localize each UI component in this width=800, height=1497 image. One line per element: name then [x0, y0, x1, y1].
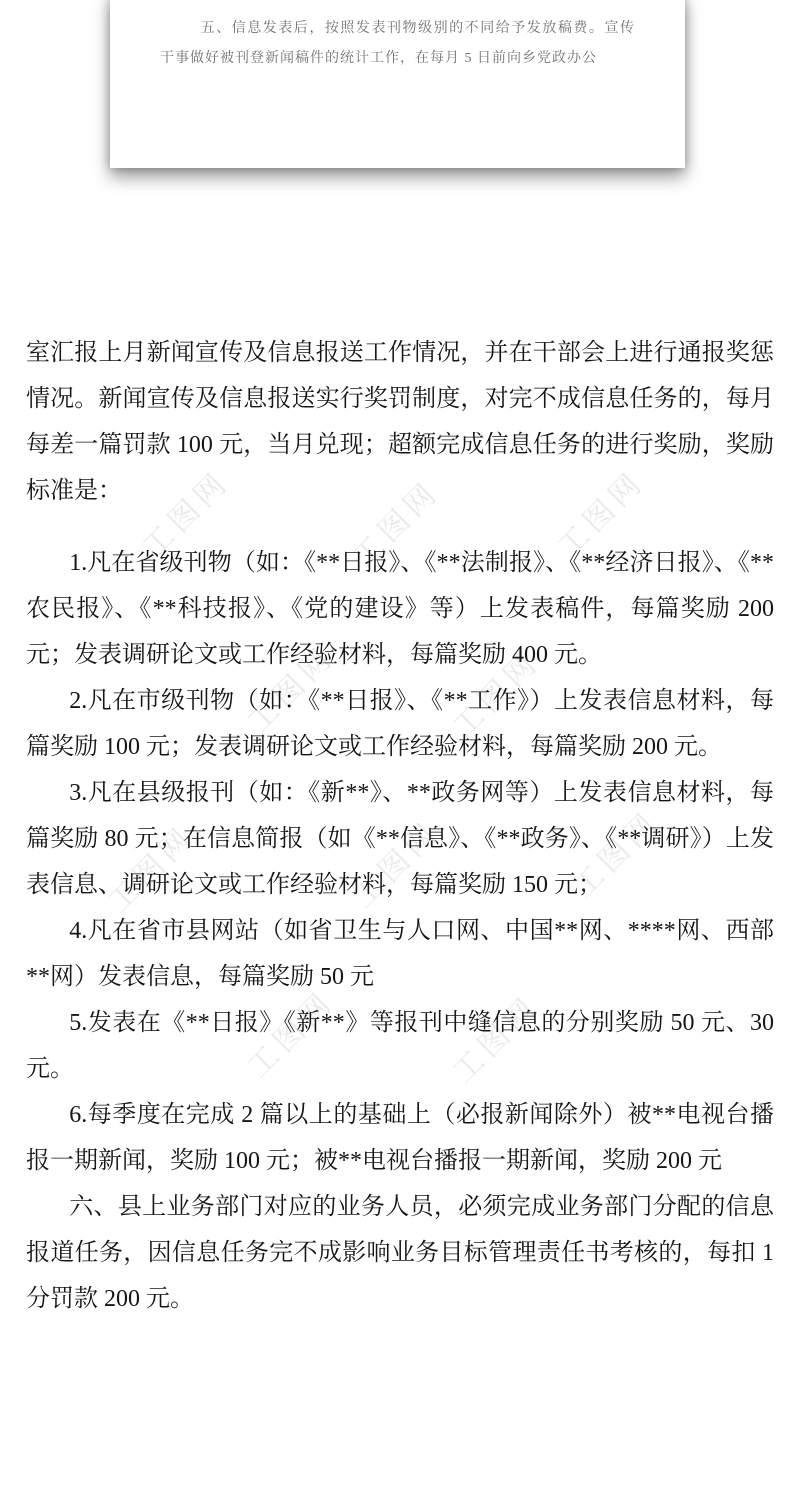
document-body: [26, 330, 774, 1322]
watermark-text: 工图网: [241, 984, 342, 1085]
watermark-text: 工图网: [241, 639, 342, 740]
paragraph-section-six: 六、县上业务部门对应的业务人员，必须完成业务部门分配的信息报道任务，因信息任务完不成影响业务目标管理责任书考核的，每扣 1 分罚款 200 元。: [26, 1194, 774, 1312]
watermark-text: 工图网: [346, 474, 447, 575]
paragraph-item-3: 3.凡在县级报刊（如：《新**》、**政务网等）上发表信息材料，每篇奖励 80 元；在信息简报（如《**信息》、《**政务》、《**调研》）上发表信息、调研论文或工作经验材料，每篇奖励 150 元；: [26, 780, 774, 898]
paragraph-item-1: 1.凡在省级刊物（如：《**日报》、《**法制报》、《**经济日报》、《**农民报》、《**科技报》、《党的建设》等）上发表稿件，每篇奖励 200 元；发表调研论文或工作经验材料，每篇奖励 400 元。: [26, 550, 774, 668]
watermark-text: 工图网: [566, 804, 667, 905]
watermark-text: 工图网: [446, 644, 547, 745]
preview-paragraph: 五、信息发表后，按照发表刊物级别的不同给予发放稿费。宣传干事做好被刊登新闻稿件的统计工作，在每月 5 日前向乡党政办公: [160, 21, 635, 66]
paragraph-item-2: 2.凡在市级刊物（如：《**日报》、《**工作》）上发表信息材料，每篇奖励 100 元；发表调研论文或工作经验材料，每篇奖励 200 元。: [26, 688, 774, 760]
paragraph-continuation: 室汇报上月新闻宣传及信息报送工作情况，并在干部会上进行通报奖惩情况。新闻宣传及信息报送实行奖罚制度，对完不成信息任务的，每月每差一篇罚款 100 元，当月兑现；超额完成信息任务的进行奖励，奖励标准是：: [26, 340, 774, 504]
paragraph-item-4: 4.凡在省市县网站（如省卫生与人口网、中国**网、****网、西部**网）发表信息，每篇奖励 50 元: [26, 918, 774, 990]
paragraph-item-6: 6.每季度在完成 2 篇以上的基础上（必报新闻除外）被**电视台播报一期新闻，奖励 100 元；被**电视台播报一期新闻，奖励 200 元: [26, 1102, 774, 1174]
watermark-text: 工图网: [346, 814, 447, 915]
previous-page-preview-card: [110, 0, 685, 168]
watermark-text: 工图网: [446, 989, 547, 1090]
paragraph-item-5: 5.发表在《**日报》《新**》等报刊中缝信息的分别奖励 50 元、30 元。: [26, 1010, 774, 1082]
watermark-text: 工图网: [551, 464, 652, 565]
watermark-text: 工图网: [101, 819, 202, 920]
watermark-text: 工图网: [136, 464, 237, 565]
